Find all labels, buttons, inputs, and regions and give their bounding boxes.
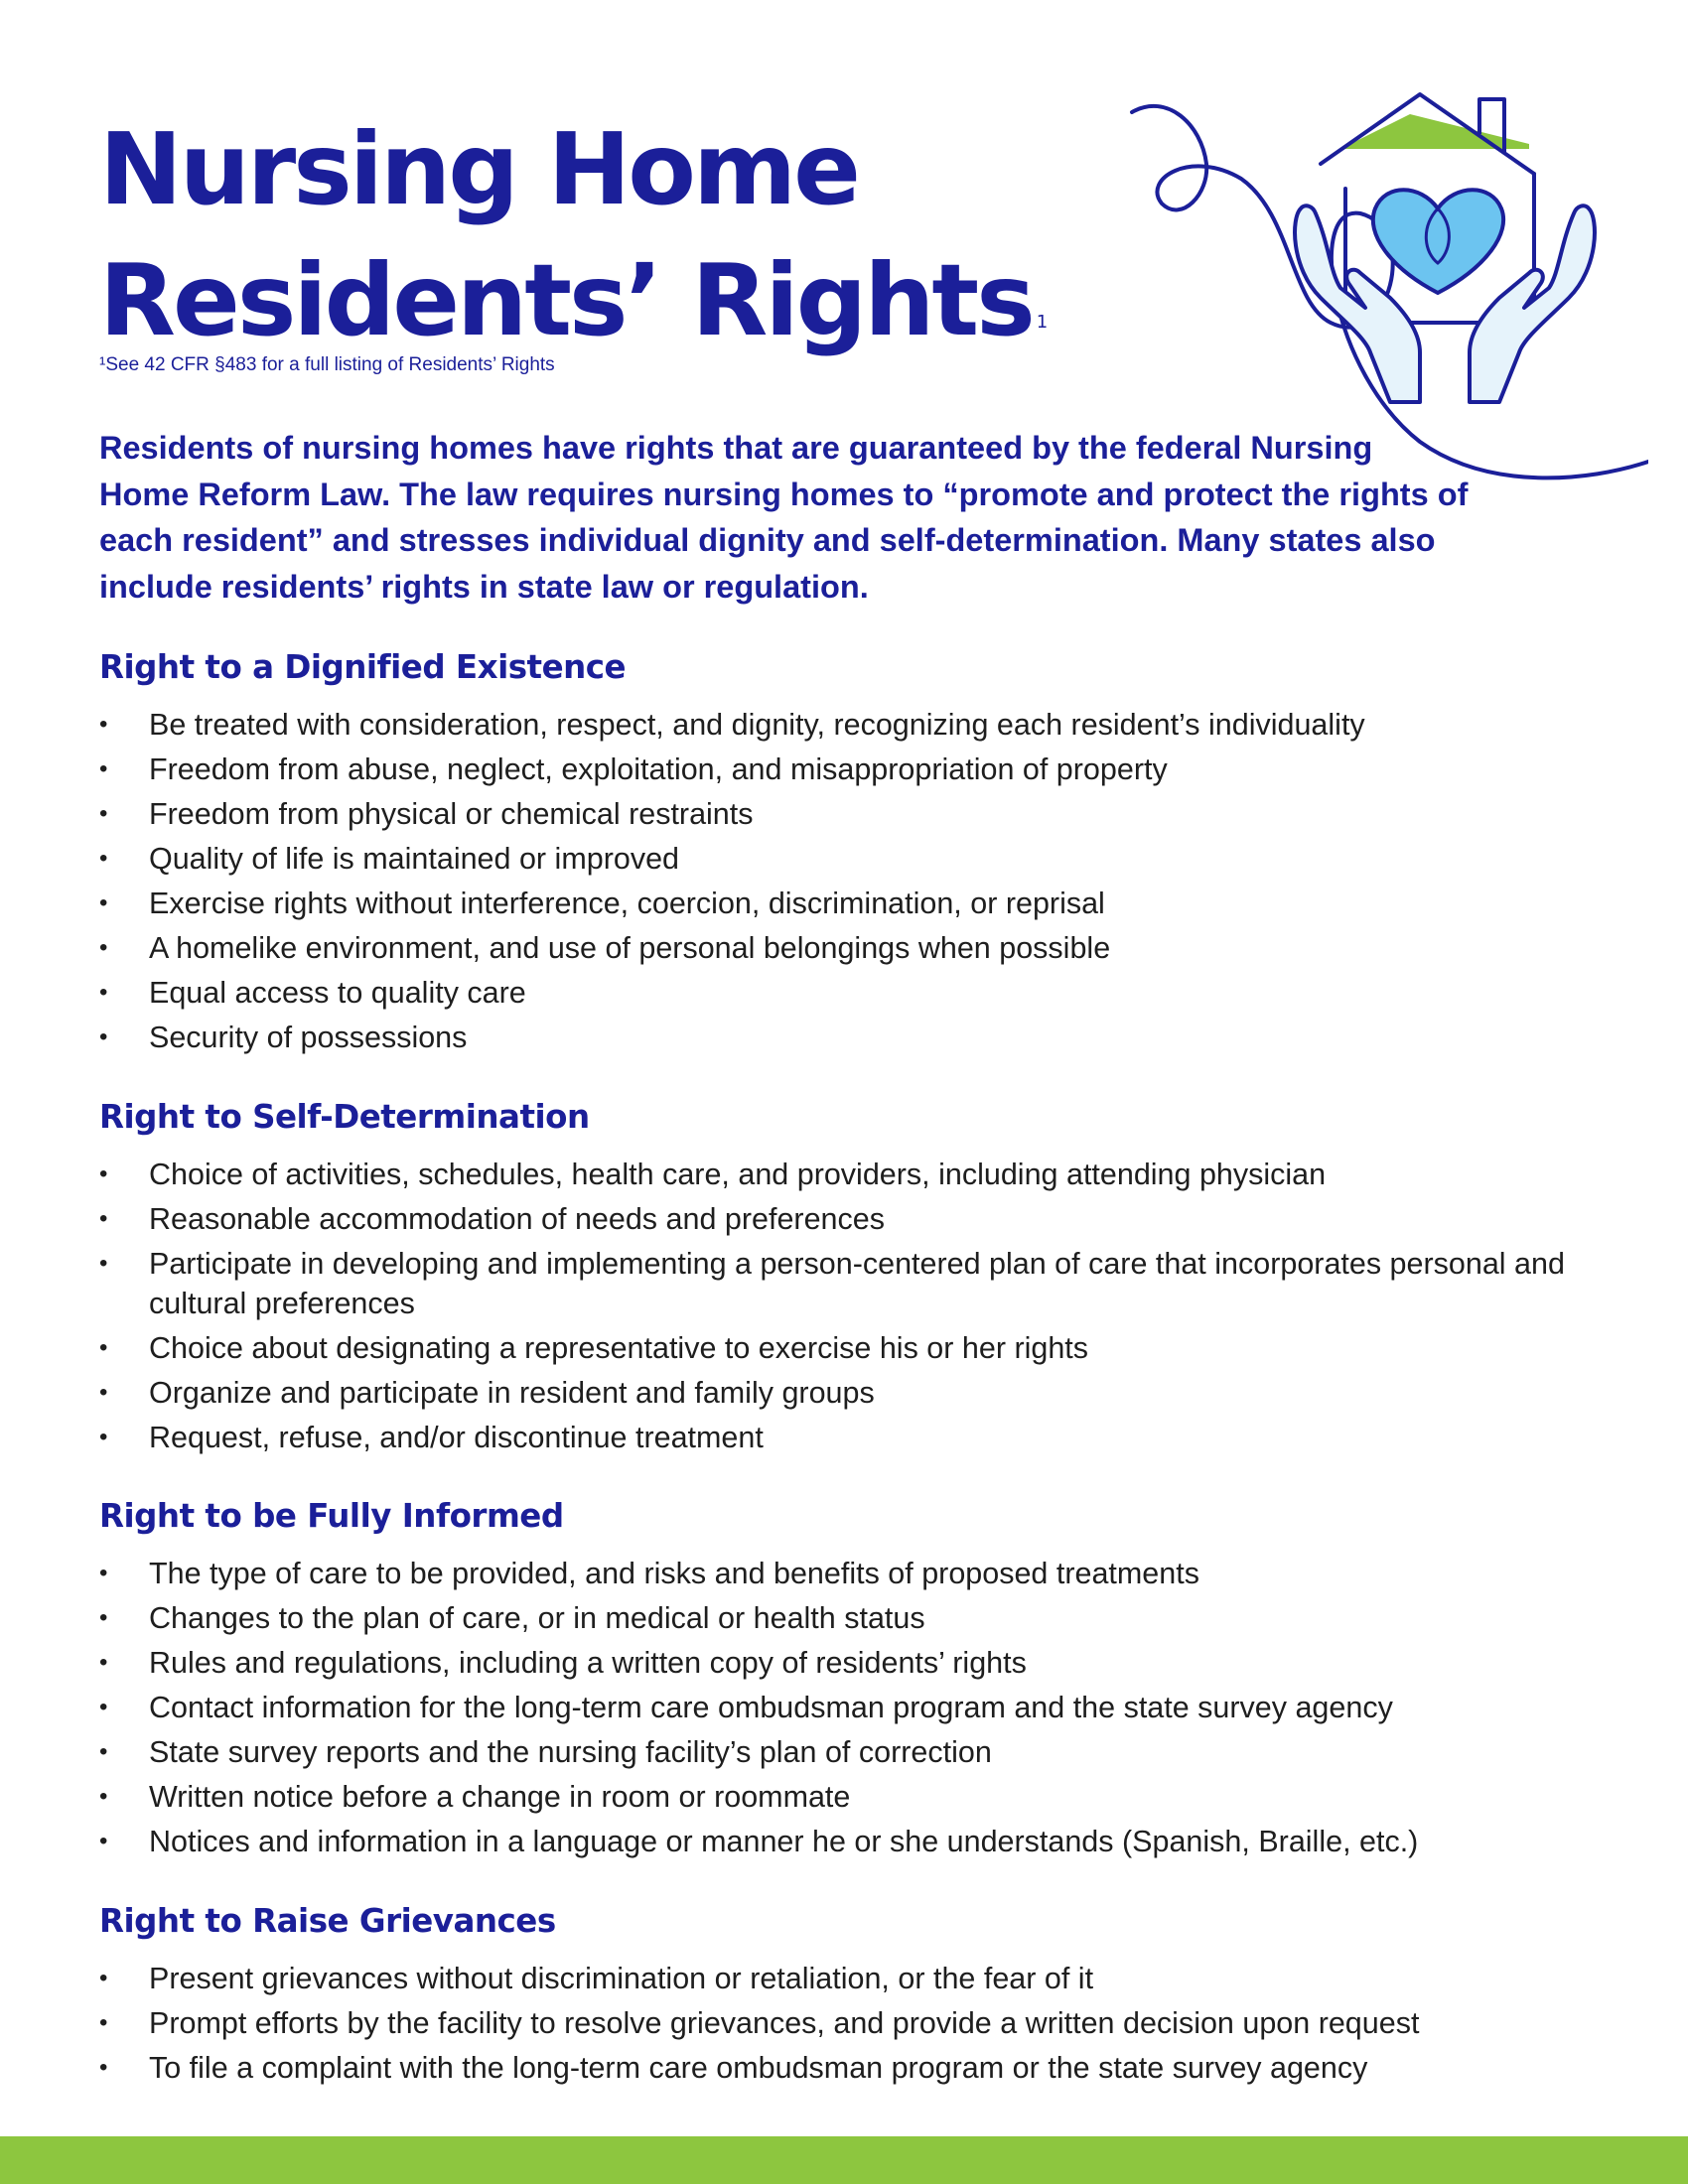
intro-paragraph: Residents of nursing homes have rights that are guaranteed by the federal Nursing Home Reform Law. The law requires nursing homes to “promote and protect the rights of each resident” and stresses individual dignity and self-determination. Many states also include residents’ rights in state law or regulation. [99, 430, 1469, 605]
list-item-text: Freedom from physical or chemical restraints [149, 797, 754, 831]
list-item [99, 1688, 1569, 1727]
list-item-text: Prompt efforts by the facility to resolve grievances, and provide a written decision upon request [149, 2006, 1420, 2040]
list-item [99, 1822, 1569, 1861]
bullet-list [99, 1959, 1589, 2088]
list-item-text: The type of care to be provided, and risks and benefits of proposed treatments [149, 1557, 1199, 1590]
bullet-list [99, 705, 1589, 1057]
list-item-text: Freedom from abuse, neglect, exploitation, and misappropriation of property [149, 752, 1168, 786]
list-item [99, 1328, 1569, 1368]
bullet-list [99, 1554, 1589, 1861]
list-item-text: Rules and regulations, including a written copy of residents’ rights [149, 1646, 1027, 1680]
bullet-icon: • [99, 889, 108, 916]
list-item [99, 1418, 1569, 1457]
list-item [99, 839, 1569, 879]
list-item-text: Exercise rights without interference, coercion, discrimination, or reprisal [149, 887, 1105, 920]
bullet-icon: • [99, 1424, 108, 1450]
list-item [99, 1732, 1569, 1772]
bullet-icon: • [99, 755, 108, 782]
bullet-icon: • [99, 2054, 108, 2081]
bullet-icon: • [99, 1694, 108, 1720]
bullet-icon: • [99, 934, 108, 961]
list-item [99, 1777, 1569, 1817]
section-dignified-existence [99, 647, 1589, 1062]
list-item [99, 1554, 1569, 1593]
list-item [99, 2003, 1569, 2043]
bullet-icon: • [99, 979, 108, 1006]
list-item [99, 1373, 1569, 1413]
bullet-icon: • [99, 845, 108, 872]
title-footnote-marker: 1 [1036, 312, 1049, 333]
bullet-icon: • [99, 1965, 108, 1991]
list-item-text: Quality of life is maintained or improved [149, 842, 679, 876]
footer-bar [0, 2136, 1688, 2184]
list-item [99, 884, 1569, 923]
bullet-icon: • [99, 711, 108, 738]
bullet-icon: • [99, 1024, 108, 1050]
list-item-text: To file a complaint with the long-term care ombudsman program or the state survey agency [149, 2051, 1368, 2085]
list-item [99, 750, 1569, 789]
bullet-icon: • [99, 1783, 108, 1810]
title-line-1: Nursing Home [99, 111, 858, 227]
list-item [99, 794, 1569, 834]
page-title [99, 104, 1048, 366]
list-item-text: Present grievances without discrimination or retaliation, or the fear of it [149, 1962, 1094, 1995]
bullet-icon: • [99, 1205, 108, 1232]
bullet-icon: • [99, 1250, 108, 1277]
footnote: ¹See 42 CFR §483 for a full listing of Residents’ Rights [99, 354, 555, 375]
list-item-text: Choice about designating a representative to exercise his or her rights [149, 1331, 1089, 1365]
list-item-text: Organize and participate in resident and family groups [149, 1376, 875, 1410]
section-heading: Right to Self-Determination [99, 1098, 590, 1136]
bullet-icon: • [99, 1738, 108, 1765]
bullet-icon: • [99, 1604, 108, 1631]
list-item-text: Choice of activities, schedules, health care, and providers, including attending physician [149, 1158, 1327, 1191]
section-heading: Right to be Fully Informed [99, 1497, 564, 1535]
bullet-icon: • [99, 1649, 108, 1676]
list-item [99, 1244, 1569, 1323]
bullet-icon: • [99, 800, 108, 827]
title-line-2 [99, 235, 1048, 366]
list-item-text: Participate in developing and implementing a person-centered plan of care that incorporates personal and cultural preferences [149, 1247, 1565, 1320]
list-item-text: Contact information for the long-term care ombudsman program and the state survey agency [149, 1691, 1393, 1724]
bullet-icon: • [99, 2009, 108, 2036]
list-item [99, 1018, 1569, 1057]
list-item [99, 1598, 1569, 1638]
section-fully-informed [99, 1496, 1589, 1866]
bullet-icon: • [99, 1379, 108, 1406]
section-heading: Right to Raise Grievances [99, 1902, 556, 1940]
list-item-text: Request, refuse, and/or discontinue treatment [149, 1421, 764, 1454]
list-item [99, 1643, 1569, 1683]
bullet-icon: • [99, 1828, 108, 1854]
list-item-text: A homelike environment, and use of personal belongings when possible [149, 931, 1111, 965]
bullet-list [99, 1155, 1589, 1457]
list-item [99, 2048, 1569, 2088]
list-item [99, 973, 1569, 1013]
section-raise-grievances [99, 1901, 1589, 2093]
section-heading: Right to a Dignified Existence [99, 648, 627, 686]
list-item-text: Reasonable accommodation of needs and preferences [149, 1202, 885, 1236]
bullet-icon: • [99, 1560, 108, 1586]
list-item [99, 928, 1569, 968]
list-item [99, 1155, 1569, 1194]
list-item [99, 1199, 1569, 1239]
list-item-text: Written notice before a change in room or roommate [149, 1780, 851, 1814]
list-item-text: State survey reports and the nursing facility’s plan of correction [149, 1735, 992, 1769]
list-item [99, 1959, 1569, 1998]
section-self-determination [99, 1097, 1589, 1462]
bullet-icon: • [99, 1160, 108, 1187]
list-item [99, 705, 1569, 745]
list-item-text: Security of possessions [149, 1021, 468, 1054]
list-item-text: Be treated with consideration, respect, and dignity, recognizing each resident’s individuality [149, 708, 1365, 742]
list-item-text: Changes to the plan of care, or in medical or health status [149, 1601, 925, 1635]
list-item-text: Equal access to quality care [149, 976, 526, 1010]
title-line-2-text: Residents’ Rights [99, 242, 1033, 358]
bullet-icon: • [99, 1334, 108, 1361]
list-item-text: Notices and information in a language or manner he or she understands (Spanish, Braille, etc.) [149, 1825, 1419, 1858]
